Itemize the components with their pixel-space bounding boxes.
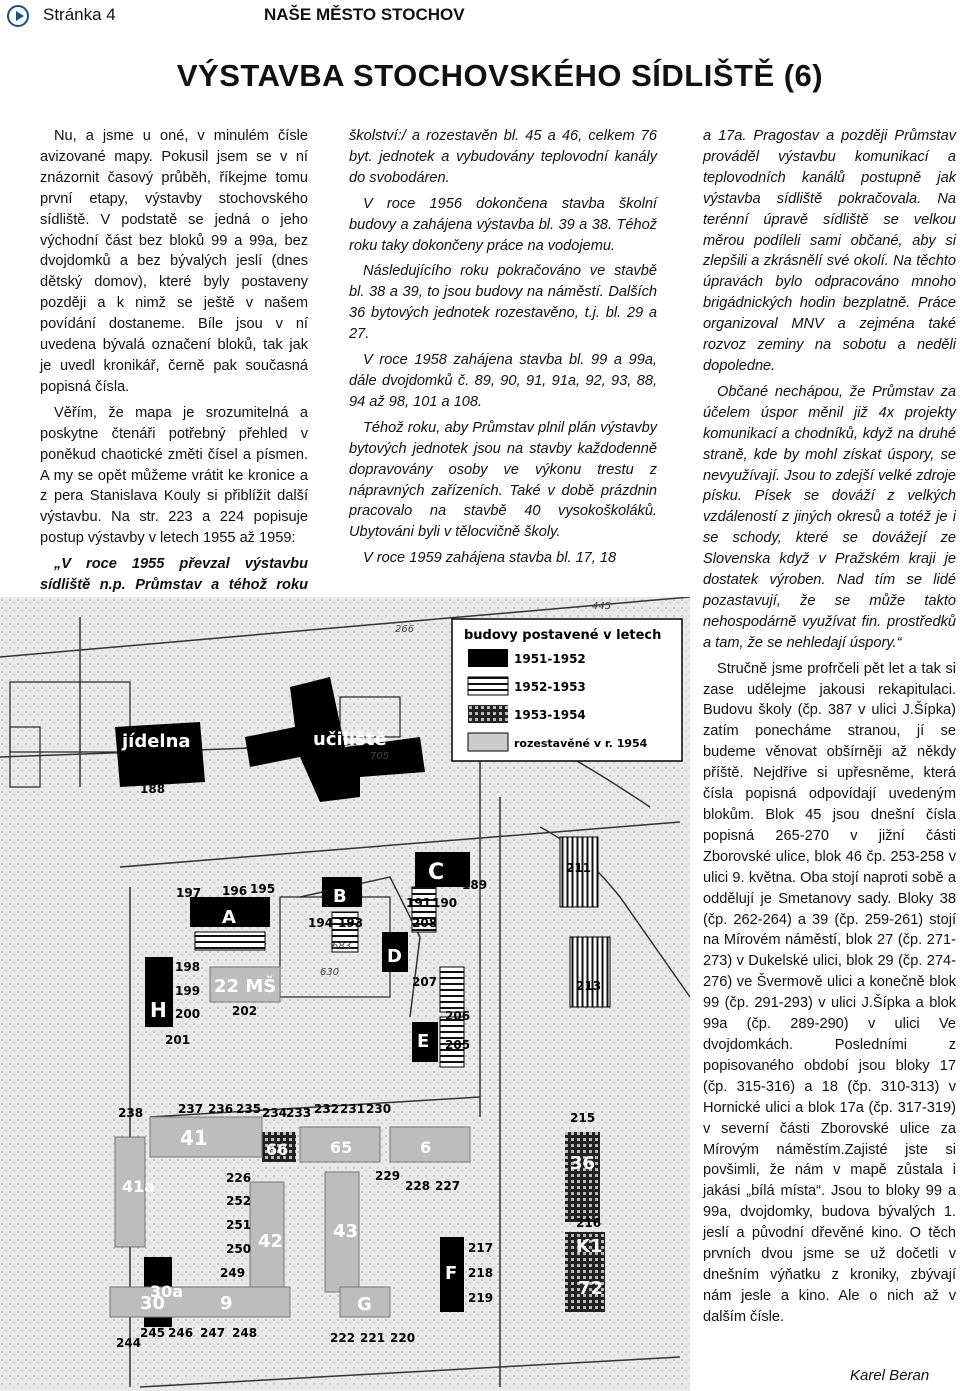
label-43: 43 [333, 1221, 359, 1242]
paragraph: V roce 1956 dokončena stavba školní budovy a zahájena výstavba bl. 39 a 38. Téhož roku taky dokončeny práce na vodojemu. [349, 195, 657, 254]
number: 445 [592, 601, 612, 612]
paragraph: Věřím, že mapa je srozumitelná a poskytne čtenáři potřebný přehled v poněkud chaotické změti čísel a písmen. A my se opět můžeme vrátit ke kronice a z pera Stanislava Kouly si přiblížit další výstavbu. Na str. 223 a 224 popisuje postup výstavby v letech 1955 až 1959: [40, 404, 308, 547]
paragraph: Téhož roku, aby Průmstav plnil plán výstavby bytových jednotek jsou na stavby každodenně dopravovány osoby ve výkonu trestu z nápravných zařízeních. Také v době prázdnin pracovalo na stavbě 40 vysokoškoláků. Ubytováni byli v tělocvičně školy. [349, 419, 657, 541]
map-legend [452, 619, 682, 761]
number: 202 [232, 1004, 258, 1018]
label-E: E [417, 1031, 430, 1052]
paragraph: V roce 1958 zahájena stavba bl. 99 a 99a, dále dvojdomků č. 89, 90, 91, 91a, 92, 93, 88, 94 až 98, 101 a 108. [349, 352, 657, 410]
label-F: F [445, 1263, 458, 1284]
number: 229 [375, 1169, 401, 1183]
number: 206 [445, 1009, 471, 1023]
legend-label: rozestavěné v r. 1954 [514, 737, 648, 750]
block-207 [440, 967, 464, 1012]
number: 705 [370, 751, 390, 762]
number: 222 [330, 1331, 356, 1345]
number: 211 [566, 861, 592, 875]
number: 188 [140, 782, 166, 796]
label-30: 30 [140, 1293, 166, 1314]
number: 248 [232, 1326, 258, 1340]
column-1 [40, 126, 308, 664]
legend-label: 1952-1953 [514, 680, 586, 694]
number: 217 [468, 1241, 494, 1255]
block-36 [565, 1132, 600, 1222]
label-uciliste: učiliště [313, 729, 387, 750]
number: 189 [462, 878, 488, 892]
number: 683 [332, 941, 352, 952]
paragraph: Stručně jsme profrčeli pět let a tak si zase udělejme jakousi rekapitulaci. Budovu školy (čp. 387 v ulici J.Šípka) zatím ponecháme stranou, jí se budeme věnovat obšírněji až někdy příště. Nejdříve si upřesněme, která čísla popisná odpovídají uvedeným blokům. Blok 45 jsou dnešní čísla popisná 265-270 v jižní části Zborovské ulice, blok 46 čp. 253-258 v ulici 9. května. Oba stojí naproti sobě a oddělují je Smetanovy sady. Bloky 38 (čp. 262-264) a 39 (čp. 259-261) stojí na Mírovém náměstí, blok 27 (čp. 271-273) v Dukelské ulici, blok 29 (čp. 274-276) ve Švermově ulici a konečně blok 99 (čp. 291-293) v ulici J.Šípka a blok 99a (čp. 289-290) v ulici Ve dvojdomkách. Posledními z popisovaného období jsou bloky 17 (čp. 315-316) a 18 (čp. 310-313) v Hornické ulici a blok 17a (čp. 317-319) v severní části Zborovské ulice za Mírovým náměstím.Zajisté jste si povšimli, že nám v mapě zůstala i jakási „bílá místa“. Jsou to bloky 99 a 99a, dvojdomky, budova bývalých 1. jeslí a původní dřevěné kino. O těch prvních dvou jsme se už dočetli v dnešním výňatku z kroniky, zbývají nám jesle a kino. Ale o nich až v dalším čísle. [703, 660, 956, 1325]
number: 196 [222, 884, 248, 898]
author-signature: Karel Beran [850, 1367, 930, 1384]
paragraph: V roce 1959 zahájena stavba bl. 17, 18 [363, 550, 617, 567]
number: 235 [236, 1102, 262, 1116]
number: 246 [168, 1326, 194, 1340]
label-MS: 22 MŠ [214, 976, 277, 997]
label-66: 66 [266, 1140, 289, 1159]
label-41: 41 [180, 1126, 208, 1150]
page-label: Stránka 4 [43, 5, 116, 24]
paragraph: Občané nechápou, že Průmstav za účelem úspor měnil již 4x projekty komunikací a chodníků, když na druhé straně, kde by mohl získat úspory, se nevyužívají. Jsou to zdejší velké zdroje písku. Písek se dováží z velkých vzdáleností z jiných okresů a totéž je i se schody, které se dovážejí ze Slovenska když v Pražském kraji je dostatek výroben. Nad tím se lidé pozastavují, že se může takto nehospodárně využívat fin. prostředků a tam, že se nehledají úspory.“ [703, 383, 956, 651]
paragraph: Následujícího roku pokračováno ve stavbě bl. 38 a 39, to jsou budovy na náměstí. Dalších 36 bytových jednotek rozestavěno, t.j. bl. 29 a 27. [349, 263, 657, 343]
number: 190 [432, 896, 458, 910]
number: 233 [286, 1106, 312, 1120]
number: 191 [406, 896, 432, 910]
label-G: G [357, 1294, 372, 1315]
legend-swatch-1954 [468, 733, 508, 751]
number: 245 [140, 1326, 166, 1340]
number: 251 [226, 1218, 252, 1232]
number: 237 [178, 1102, 204, 1116]
paragraph: a 17a. Pragostav a později Průmstav prováděl výstavbu komunikací a teplovodních kanálů postupně jak výstavba sídliště pokračovala. Na terénní úpravě sídliště se velkou měrou podíleli sami občané, aby si zlepšili a zkrásnělí své okolí. Na těchto úpravách bylo odpracováno mnoho brigádnických hodin bezplatně. Práce organizoval MNV a zejména také rozvoz zeminy na sobotu a neděli dopoledne. [703, 128, 956, 374]
number: 216 [576, 1216, 602, 1230]
page-header [0, 0, 960, 32]
number: 220 [390, 1331, 416, 1345]
play-icon [7, 5, 29, 27]
number: 221 [360, 1331, 386, 1345]
number: 630 [320, 967, 340, 978]
legend-swatch-1951 [468, 649, 508, 667]
number: 228 [405, 1179, 431, 1193]
number: 266 [395, 624, 415, 635]
number: 227 [435, 1179, 461, 1193]
legend-title: budovy postavené v letech [464, 628, 662, 643]
number: 187 [368, 759, 394, 773]
label-H: H [150, 998, 167, 1022]
number: 226 [226, 1171, 252, 1185]
label-D: D [387, 946, 402, 967]
number: 201 [165, 1033, 191, 1047]
legend-label: 1953-1954 [514, 708, 586, 722]
number: 197 [176, 886, 202, 900]
number: 213 [576, 979, 602, 993]
number: 195 [250, 882, 276, 896]
label-9: 9 [220, 1293, 233, 1314]
label-42: 42 [258, 1231, 284, 1252]
number: 193 [338, 916, 364, 930]
label-K1: K1 [576, 1236, 603, 1257]
legend-swatch-1953 [468, 705, 508, 723]
label-36: 36 [570, 1153, 596, 1174]
paper-title: NAŠE MĚSTO STOCHOV [264, 5, 465, 24]
label-jidelna: jídelna [122, 731, 191, 752]
label-41a: 41a [122, 1177, 156, 1196]
label-30a: 30a [150, 1282, 184, 1301]
number: 218 [468, 1266, 494, 1280]
column-3 [703, 126, 956, 1333]
block-196-row [195, 932, 265, 950]
number: 238 [118, 1106, 144, 1120]
legend-label: 1951-1952 [514, 652, 586, 666]
number: 198 [175, 960, 201, 974]
paragraph: školství:/ a rozestavěn bl. 45 a 46, celkem 76 byt. jednotek a vybudovány teplovodní kanály do svobodáren. [349, 128, 657, 186]
column-2 [349, 126, 657, 574]
number: 194 [308, 916, 334, 930]
quote-paragraph: „V roce 1955 převzal výstavbu sídliště n.p. Průmstav a téhož roku [40, 556, 308, 594]
number: 219 [468, 1291, 494, 1305]
label-65: 65 [330, 1138, 353, 1157]
label-A: A [222, 907, 236, 928]
number: 215 [570, 1111, 596, 1125]
number: 207 [412, 975, 438, 989]
number: 232 [314, 1102, 340, 1116]
number: 231 [340, 1102, 366, 1116]
number: 230 [366, 1102, 392, 1116]
number: 200 [175, 1007, 201, 1021]
label-C: C [428, 860, 445, 885]
number: 244 [116, 1336, 142, 1350]
number: 234 [262, 1106, 288, 1120]
number: 208 [412, 916, 438, 930]
label-B: B [333, 886, 347, 907]
number: 236 [208, 1102, 234, 1116]
block-213 [570, 937, 610, 1007]
paragraph: Nu, a jsme u oné, v minulém čísle avizované mapy. Pokusil jsem se v ní znázornit časový průběh, říkejme tomu první etapy, výstavby stochovského sídliště. V podstatě se jedná o jeho východní část bez bloků 99 a 99a, bez dvojdomků a bez bývalých jeslí (dnes dětský domov), které byly postaveny později a k nimž se ještě v našem povídání dostaneme. Bíle jsou v ní uvedena bývalá označení bloků, tak jak je uvedl kronikář, černě pak současná popisná čísla. [40, 128, 308, 395]
number: 249 [220, 1266, 246, 1280]
number: 247 [200, 1326, 226, 1340]
number: 252 [226, 1194, 252, 1208]
number: 250 [226, 1242, 252, 1256]
block-30-9 [110, 1287, 290, 1317]
label-6: 6 [420, 1138, 432, 1157]
number: 205 [445, 1038, 471, 1052]
settlement-map [0, 597, 690, 1391]
legend-swatch-1952 [468, 677, 508, 695]
label-72: 72 [578, 1278, 604, 1299]
article-title: VÝSTAVBA STOCHOVSKÉHO SÍDLIŠTĚ (6) [176, 58, 824, 93]
number: 199 [175, 984, 201, 998]
